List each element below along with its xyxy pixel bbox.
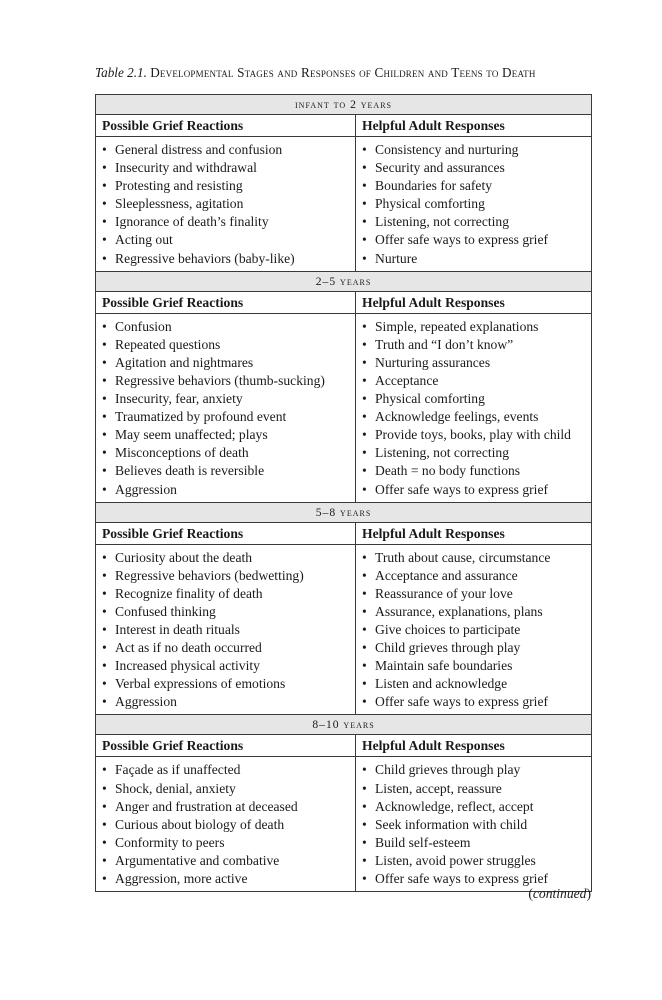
- list-item: • Nurturing assurances: [362, 354, 587, 372]
- stage-row: [96, 502, 592, 522]
- reactions-list: [102, 549, 351, 712]
- list-item: • Regressive behaviors (thumb-sucking): [102, 372, 351, 390]
- list-item: • Increased physical activity: [102, 657, 351, 675]
- list-item: • Listening, not correcting: [362, 213, 587, 231]
- table-caption: [95, 64, 595, 82]
- list-item: • Acting out: [102, 231, 351, 249]
- responses-list: [362, 761, 587, 888]
- list-item: • Act as if no death occurred: [102, 639, 351, 657]
- table-number: Table 2.1.: [95, 65, 147, 80]
- list-item: • Listening, not correcting: [362, 444, 587, 462]
- list-item: • Agitation and nightmares: [102, 354, 351, 372]
- reactions-cell: [96, 313, 356, 502]
- list-item: • Shock, denial, anxiety: [102, 780, 351, 798]
- list-item: • Protesting and resisting: [102, 177, 351, 195]
- header-responses: Helpful Adult Responses: [356, 115, 592, 137]
- responses-cell: [356, 757, 592, 892]
- list-item: • Sleeplessness, agitation: [102, 195, 351, 213]
- responses-list: [362, 318, 587, 499]
- list-item: • Assurance, explanations, plans: [362, 603, 587, 621]
- header-responses: Helpful Adult Responses: [356, 735, 592, 757]
- column-header-row: [96, 735, 592, 757]
- content-row: [96, 757, 592, 892]
- stage-label: 8–10 years: [96, 715, 592, 735]
- content-row: [96, 544, 592, 715]
- header-reactions: Possible Grief Reactions: [96, 522, 356, 544]
- header-reactions: Possible Grief Reactions: [96, 291, 356, 313]
- stage-label: infant to 2 years: [96, 95, 592, 115]
- reactions-cell: [96, 137, 356, 272]
- list-item: • Maintain safe boundaries: [362, 657, 587, 675]
- header-responses: Helpful Adult Responses: [356, 291, 592, 313]
- list-item: • Build self-esteem: [362, 834, 587, 852]
- list-item: • Façade as if unaffected: [102, 761, 351, 779]
- column-header-row: [96, 115, 592, 137]
- list-item: • Truth and “I don’t know”: [362, 336, 587, 354]
- column-header-row: [96, 522, 592, 544]
- responses-list: [362, 549, 587, 712]
- list-item: • Listen and acknowledge: [362, 675, 587, 693]
- list-item: • Aggression: [102, 693, 351, 711]
- list-item: • Listen, avoid power struggles: [362, 852, 587, 870]
- list-item: • Death = no body functions: [362, 462, 587, 480]
- list-item: • Provide toys, books, play with child: [362, 426, 587, 444]
- grief-table: [95, 94, 592, 892]
- list-item: • Insecurity, fear, anxiety: [102, 390, 351, 408]
- stage-row: [96, 95, 592, 115]
- list-item: • Regressive behaviors (baby-like): [102, 250, 351, 268]
- list-item: • Consistency and nurturing: [362, 141, 587, 159]
- list-item: • Reassurance of your love: [362, 585, 587, 603]
- stage-label: 5–8 years: [96, 502, 592, 522]
- list-item: • Truth about cause, circumstance: [362, 549, 587, 567]
- list-item: • Offer safe ways to express grief: [362, 870, 587, 888]
- list-item: • Acceptance: [362, 372, 587, 390]
- reactions-list: [102, 761, 351, 888]
- grief-table-body: [96, 95, 592, 892]
- reactions-list: [102, 318, 351, 499]
- list-item: • Offer safe ways to express grief: [362, 481, 587, 499]
- list-item: • Aggression, more active: [102, 870, 351, 888]
- list-item: • Verbal expressions of emotions: [102, 675, 351, 693]
- header-reactions: Possible Grief Reactions: [96, 115, 356, 137]
- list-item: • Conformity to peers: [102, 834, 351, 852]
- list-item: • Traumatized by profound event: [102, 408, 351, 426]
- list-item: • Regressive behaviors (bedwetting): [102, 567, 351, 585]
- list-item: • Physical comforting: [362, 390, 587, 408]
- list-item: • Seek information with child: [362, 816, 587, 834]
- list-item: • Anger and frustration at deceased: [102, 798, 351, 816]
- responses-cell: [356, 313, 592, 502]
- list-item: • Nurture: [362, 250, 587, 268]
- content-row: [96, 137, 592, 272]
- stage-row: [96, 715, 592, 735]
- list-item: • Insecurity and withdrawal: [102, 159, 351, 177]
- list-item: • General distress and confusion: [102, 141, 351, 159]
- reactions-cell: [96, 757, 356, 892]
- list-item: • Believes death is reversible: [102, 462, 351, 480]
- list-item: • Boundaries for safety: [362, 177, 587, 195]
- list-item: • Aggression: [102, 481, 351, 499]
- list-item: • Argumentative and combative: [102, 852, 351, 870]
- responses-cell: [356, 137, 592, 272]
- list-item: • Curiosity about the death: [102, 549, 351, 567]
- stage-label: 2–5 years: [96, 271, 592, 291]
- list-item: • Recognize finality of death: [102, 585, 351, 603]
- list-item: • Child grieves through play: [362, 761, 587, 779]
- list-item: • Misconceptions of death: [102, 444, 351, 462]
- list-item: • Listen, accept, reassure: [362, 780, 587, 798]
- responses-cell: [356, 544, 592, 715]
- reactions-list: [102, 141, 351, 268]
- list-item: • Offer safe ways to express grief: [362, 693, 587, 711]
- list-item: • Ignorance of death’s finality: [102, 213, 351, 231]
- table-title: Developmental Stages and Responses of Children and Teens to Death: [150, 65, 536, 80]
- list-item: • Acknowledge feelings, events: [362, 408, 587, 426]
- header-responses: Helpful Adult Responses: [356, 522, 592, 544]
- list-item: • Simple, repeated explanations: [362, 318, 587, 336]
- list-item: • Interest in death rituals: [102, 621, 351, 639]
- list-item: • Security and assurances: [362, 159, 587, 177]
- list-item: • Repeated questions: [102, 336, 351, 354]
- list-item: • Offer safe ways to express grief: [362, 231, 587, 249]
- content-row: [96, 313, 592, 502]
- list-item: • Give choices to participate: [362, 621, 587, 639]
- list-item: • Physical comforting: [362, 195, 587, 213]
- list-item: • Confusion: [102, 318, 351, 336]
- list-item: • Child grieves through play: [362, 639, 587, 657]
- list-item: • May seem unaffected; plays: [102, 426, 351, 444]
- list-item: • Acceptance and assurance: [362, 567, 587, 585]
- header-reactions: Possible Grief Reactions: [96, 735, 356, 757]
- reactions-cell: [96, 544, 356, 715]
- stage-row: [96, 271, 592, 291]
- continued-text: continued: [532, 886, 587, 901]
- list-item: • Confused thinking: [102, 603, 351, 621]
- responses-list: [362, 141, 587, 268]
- list-item: • Acknowledge, reflect, accept: [362, 798, 587, 816]
- continued-note: (continued): [528, 886, 591, 901]
- column-header-row: [96, 291, 592, 313]
- list-item: • Curious about biology of death: [102, 816, 351, 834]
